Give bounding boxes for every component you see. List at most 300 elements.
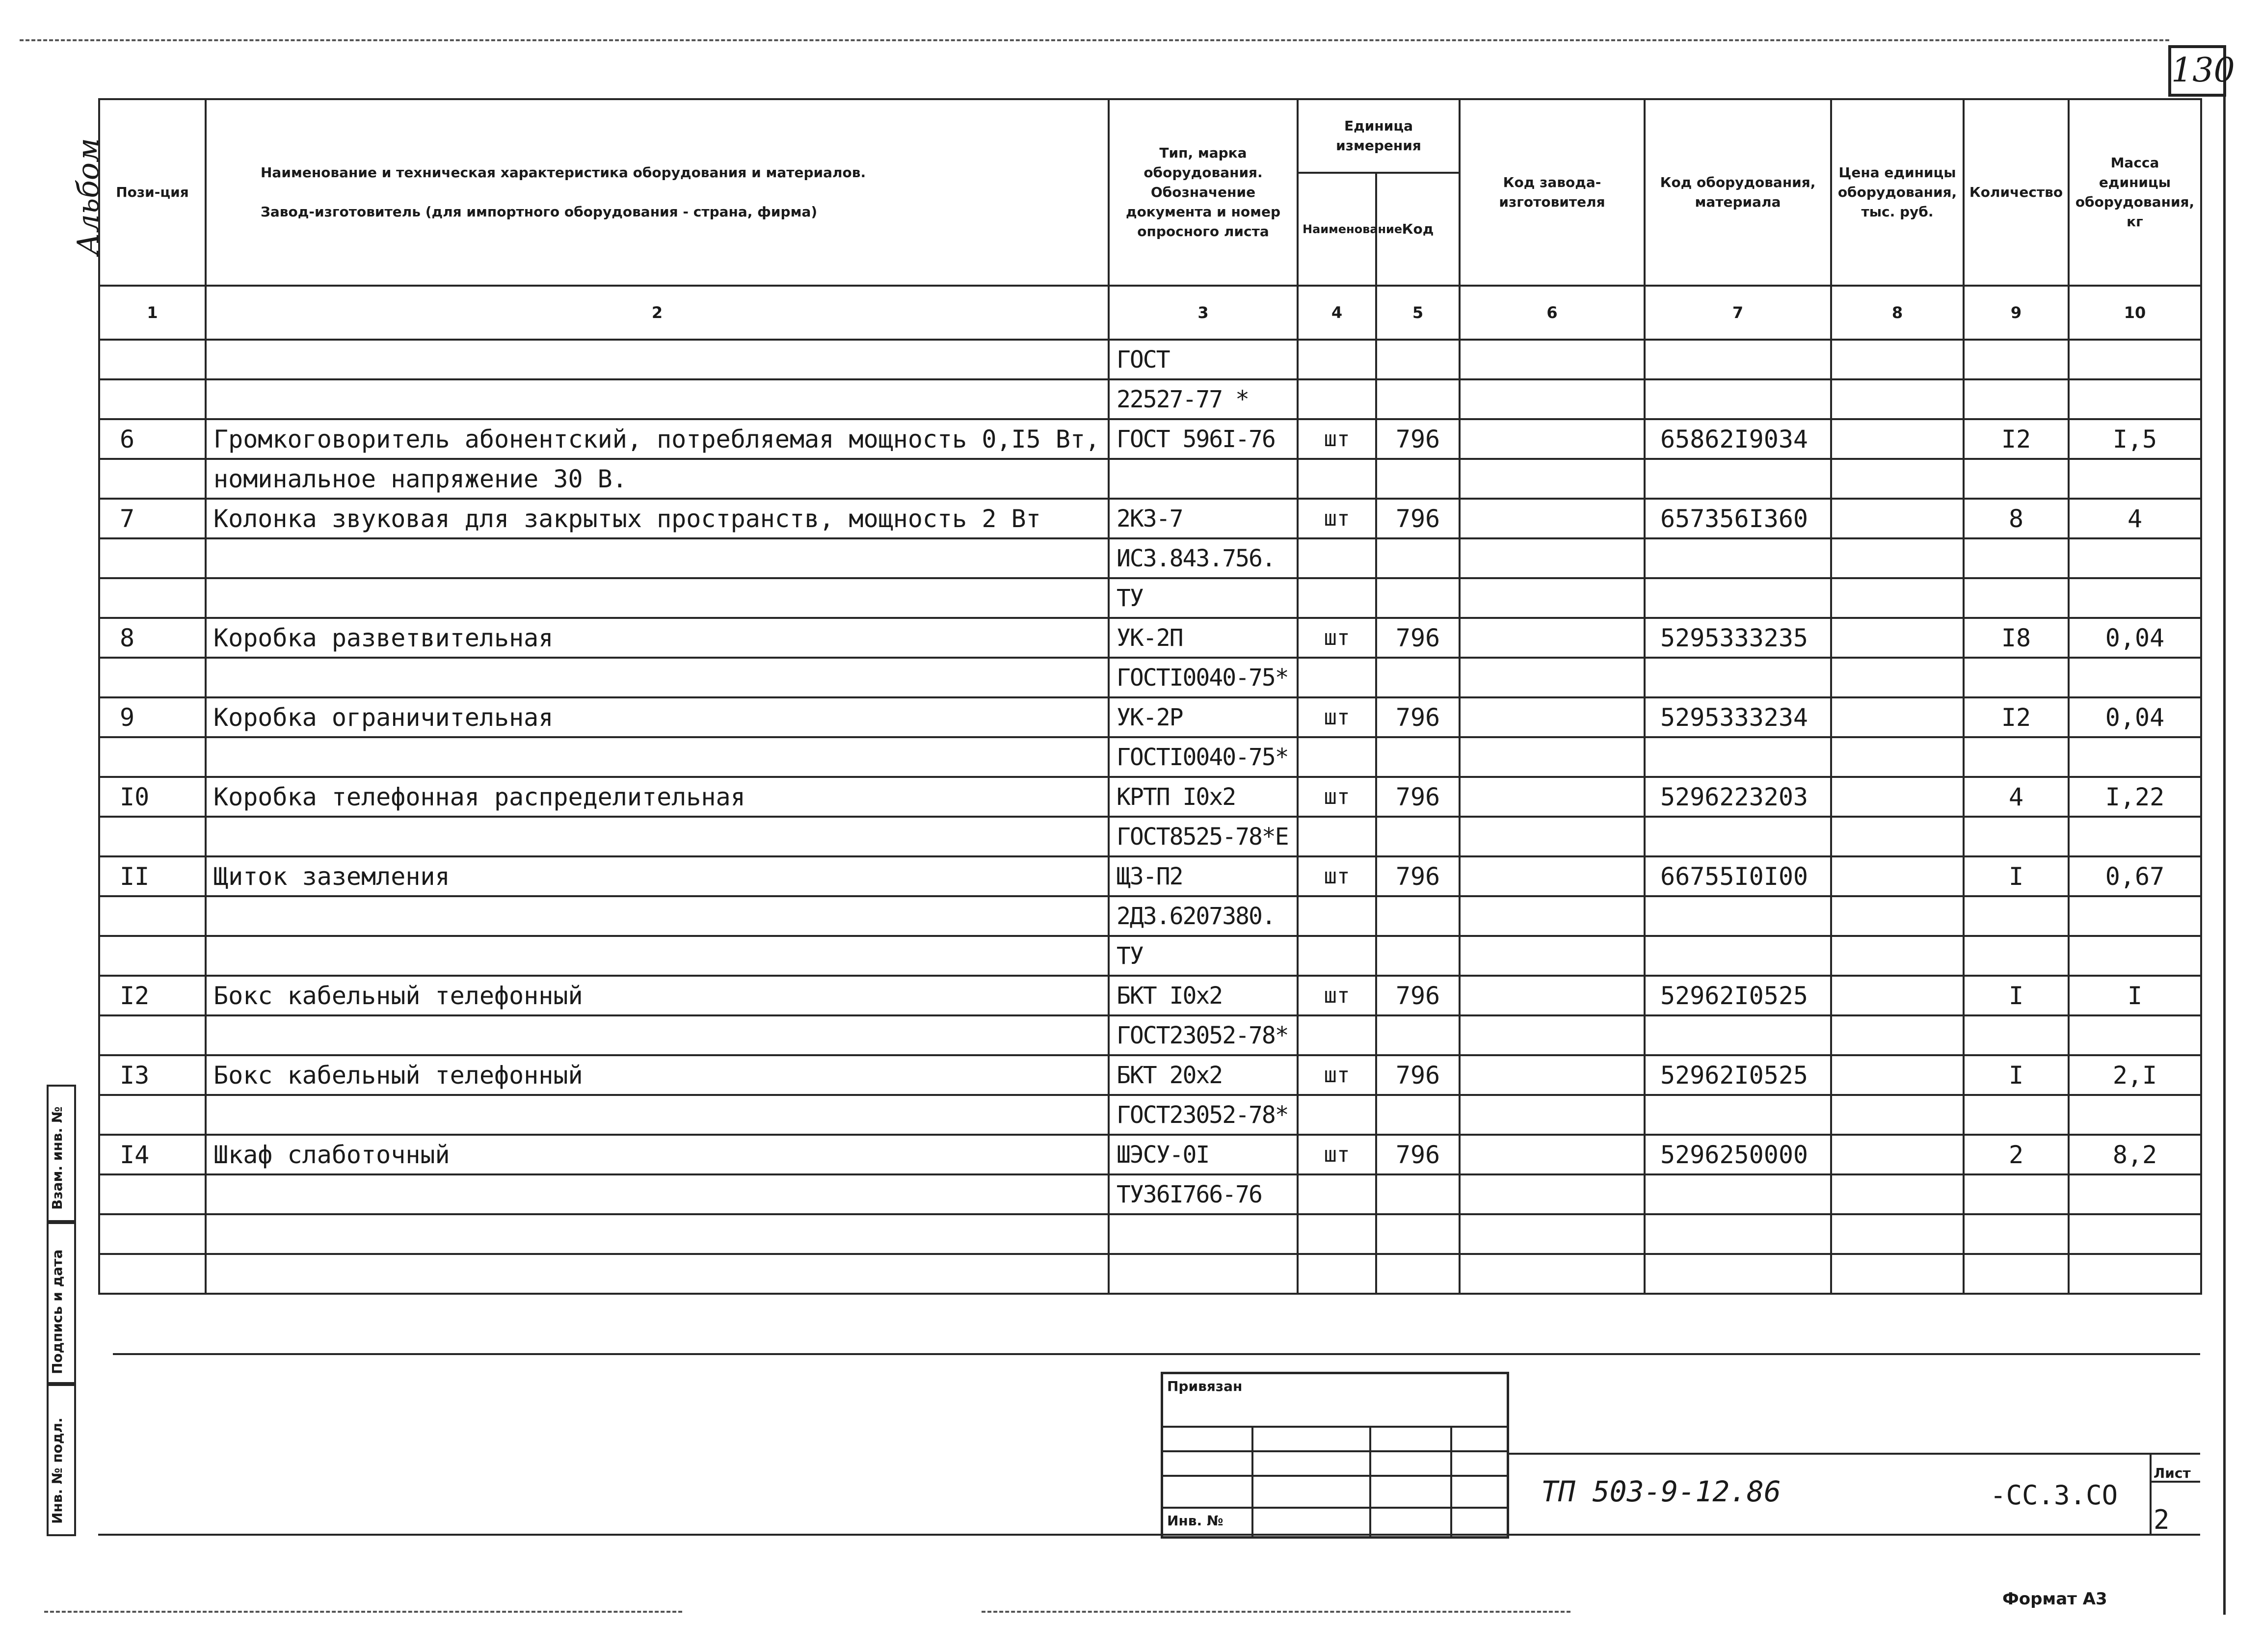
mass-cell — [2069, 936, 2201, 976]
qty-cell — [1964, 817, 2069, 856]
side-inv-orig: Инв. № подл. — [49, 1417, 65, 1524]
equip-code-cell — [1645, 578, 1831, 618]
unit-cell — [1298, 1095, 1376, 1135]
header-price: Цена единицы оборудования, тыс. руб. — [1831, 99, 1964, 286]
price-cell — [1831, 737, 1964, 777]
mass-cell: I,5 — [2069, 419, 2201, 459]
type-cell: БКТ I0х2 — [1109, 976, 1298, 1015]
mass-cell — [2069, 817, 2201, 856]
qty-cell: I2 — [1964, 697, 2069, 737]
table-row — [99, 1174, 2201, 1214]
maker-code-cell — [1460, 856, 1645, 896]
maker-code-cell — [1460, 618, 1645, 658]
equip-code-cell: 5295333235 — [1645, 618, 1831, 658]
price-cell — [1831, 1095, 1964, 1135]
equip-code-cell — [1645, 538, 1831, 578]
unit-cell: шт — [1298, 1055, 1376, 1095]
name-cell: Коробка разветвительная — [206, 618, 1109, 658]
unit-code-cell: 796 — [1376, 697, 1460, 737]
header-name — [206, 99, 1109, 286]
name-cell — [206, 578, 1109, 618]
price-cell — [1831, 618, 1964, 658]
price-cell — [1831, 697, 1964, 737]
type-cell: БКТ 20х2 — [1109, 1055, 1298, 1095]
table-row — [99, 1254, 2201, 1294]
equip-code-cell: 66755I0I00 — [1645, 856, 1831, 896]
table-row — [99, 1015, 2201, 1055]
qty-cell: I — [1964, 856, 2069, 896]
equip-code-cell — [1645, 1095, 1831, 1135]
name-cell — [206, 1174, 1109, 1214]
unit-cell — [1298, 379, 1376, 419]
table-row — [99, 1135, 2201, 1174]
name-cell: Бокс кабельный телефонный — [206, 1055, 1109, 1095]
sheet-value: 2 — [2154, 1504, 2170, 1535]
mass-cell: 0,67 — [2069, 856, 2201, 896]
name-cell — [206, 1015, 1109, 1055]
unit-cell: шт — [1298, 419, 1376, 459]
maker-code-cell — [1460, 499, 1645, 538]
qty-cell: 8 — [1964, 499, 2069, 538]
name-cell: Коробка телефонная распределительная — [206, 777, 1109, 817]
equip-code-cell — [1645, 1015, 1831, 1055]
unit-cell: шт — [1298, 697, 1376, 737]
unit-code-cell: 796 — [1376, 618, 1460, 658]
type-cell: ГОСТ23052-78* — [1109, 1015, 1298, 1055]
unit-code-cell — [1376, 817, 1460, 856]
side-replace-inv: Взам. инв. № — [49, 1106, 65, 1210]
unit-cell: шт — [1298, 777, 1376, 817]
unit-code-cell — [1376, 459, 1460, 499]
type-cell: УК-2П — [1109, 618, 1298, 658]
unit-cell — [1298, 1254, 1376, 1294]
unit-code-cell — [1376, 1015, 1460, 1055]
position-cell — [99, 936, 206, 976]
qty-cell — [1964, 936, 2069, 976]
name-cell — [206, 936, 1109, 976]
maker-code-cell — [1460, 1214, 1645, 1254]
mass-cell: 0,04 — [2069, 618, 2201, 658]
document-suffix: -СС.3.СО — [1990, 1480, 2118, 1511]
mass-cell: 0,04 — [2069, 697, 2201, 737]
mass-cell — [2069, 340, 2201, 379]
unit-cell: шт — [1298, 856, 1376, 896]
table-row — [99, 1095, 2201, 1135]
unit-code-cell — [1376, 896, 1460, 936]
unit-cell — [1298, 538, 1376, 578]
position-cell — [99, 1174, 206, 1214]
header-position: Пози-ция — [99, 99, 206, 286]
qty-cell — [1964, 658, 2069, 697]
type-cell — [1109, 1214, 1298, 1254]
type-cell: ГОСТ — [1109, 340, 1298, 379]
bound-label: Привязан — [1167, 1378, 1243, 1394]
equip-code-cell — [1645, 896, 1831, 936]
price-cell — [1831, 777, 1964, 817]
type-cell: ГОСТI0040-75* — [1109, 658, 1298, 697]
position-cell: I4 — [99, 1135, 206, 1174]
qty-cell — [1964, 379, 2069, 419]
type-cell: 2ДЗ.6207380. — [1109, 896, 1298, 936]
qty-cell — [1964, 1095, 2069, 1135]
price-cell — [1831, 1015, 1964, 1055]
table-row — [99, 1055, 2201, 1095]
qty-cell — [1964, 1015, 2069, 1055]
qty-cell: 2 — [1964, 1135, 2069, 1174]
type-cell: КРТП I0х2 — [1109, 777, 1298, 817]
maker-code-cell — [1460, 817, 1645, 856]
position-cell — [99, 379, 206, 419]
position-cell: 6 — [99, 419, 206, 459]
type-cell: ТУ — [1109, 936, 1298, 976]
position-cell — [99, 459, 206, 499]
mass-cell: 2,I — [2069, 1055, 2201, 1095]
mass-cell — [2069, 538, 2201, 578]
unit-code-cell — [1376, 538, 1460, 578]
name-cell — [206, 1095, 1109, 1135]
position-cell — [99, 737, 206, 777]
price-cell — [1831, 578, 1964, 618]
sheet-label: Лист — [2154, 1465, 2191, 1481]
unit-code-cell — [1376, 1174, 1460, 1214]
equip-code-cell: 52962I0525 — [1645, 1055, 1831, 1095]
qty-cell: I — [1964, 1055, 2069, 1095]
qty-cell — [1964, 578, 2069, 618]
column-number-9: 9 — [1964, 286, 2069, 340]
name-cell: Шкаф слаботочный — [206, 1135, 1109, 1174]
unit-cell — [1298, 340, 1376, 379]
table-row — [99, 856, 2201, 896]
name-cell — [206, 658, 1109, 697]
equip-code-cell — [1645, 936, 1831, 976]
position-cell: 9 — [99, 697, 206, 737]
equip-code-cell — [1645, 459, 1831, 499]
unit-code-cell: 796 — [1376, 419, 1460, 459]
qty-cell: I2 — [1964, 419, 2069, 459]
side-stamp — [47, 1085, 110, 1536]
qty-cell — [1964, 1174, 2069, 1214]
column-number-7: 7 — [1645, 286, 1831, 340]
unit-cell — [1298, 1214, 1376, 1254]
price-cell — [1831, 499, 1964, 538]
header-qty: Количество — [1964, 99, 2069, 286]
price-cell — [1831, 340, 1964, 379]
name-cell — [206, 1214, 1109, 1254]
mass-cell — [2069, 379, 2201, 419]
qty-cell — [1964, 1254, 2069, 1294]
unit-cell — [1298, 578, 1376, 618]
unit-code-cell — [1376, 578, 1460, 618]
table-row — [99, 817, 2201, 856]
document-code: ТП 503-9-12.86 — [1541, 1475, 1781, 1508]
inv-label: Инв. № — [1167, 1513, 1224, 1529]
equip-code-cell — [1645, 1214, 1831, 1254]
table-row — [99, 976, 2201, 1015]
maker-code-cell — [1460, 419, 1645, 459]
mass-cell: I — [2069, 976, 2201, 1015]
unit-cell — [1298, 936, 1376, 976]
unit-cell — [1298, 817, 1376, 856]
position-cell: I3 — [99, 1055, 206, 1095]
unit-cell: шт — [1298, 1135, 1376, 1174]
maker-code-cell — [1460, 777, 1645, 817]
qty-cell — [1964, 340, 2069, 379]
maker-code-cell — [1460, 578, 1645, 618]
name-cell: Колонка звуковая для закрытых пространств, мощность 2 Вт — [206, 499, 1109, 538]
unit-cell — [1298, 896, 1376, 936]
header-mass: Масса единицы оборудования, кг — [2069, 99, 2201, 286]
price-cell — [1831, 1174, 1964, 1214]
position-cell: I2 — [99, 976, 206, 1015]
header-unit-code: Код — [1376, 173, 1460, 286]
position-cell — [99, 1095, 206, 1135]
type-cell: УК-2Р — [1109, 697, 1298, 737]
unit-code-cell — [1376, 737, 1460, 777]
position-cell: 7 — [99, 499, 206, 538]
table-row — [99, 658, 2201, 697]
header-unit-name: Наименование — [1298, 173, 1376, 286]
price-cell — [1831, 1254, 1964, 1294]
price-cell — [1831, 936, 1964, 976]
mass-cell — [2069, 578, 2201, 618]
type-cell: ЩЗ-П2 — [1109, 856, 1298, 896]
name-cell — [206, 817, 1109, 856]
unit-cell — [1298, 737, 1376, 777]
position-cell — [99, 1214, 206, 1254]
type-cell: ШЭСУ-0I — [1109, 1135, 1298, 1174]
unit-code-cell — [1376, 379, 1460, 419]
maker-code-cell — [1460, 1015, 1645, 1055]
equip-code-cell: 5296250000 — [1645, 1135, 1831, 1174]
table-row — [99, 1214, 2201, 1254]
table-row — [99, 578, 2201, 618]
name-cell: Коробка ограничительная — [206, 697, 1109, 737]
table-row — [99, 340, 2201, 379]
equip-code-cell — [1645, 1254, 1831, 1294]
position-cell — [99, 658, 206, 697]
price-cell — [1831, 1135, 1964, 1174]
price-cell — [1831, 658, 1964, 697]
position-cell: I0 — [99, 777, 206, 817]
name-cell — [206, 737, 1109, 777]
unit-cell — [1298, 459, 1376, 499]
maker-code-cell — [1460, 896, 1645, 936]
name-cell — [206, 379, 1109, 419]
column-number-3: 3 — [1109, 286, 1298, 340]
name-cell: Громкоговоритель абонентский, потребляемая мощность 0,I5 Вт, — [206, 419, 1109, 459]
header-name-line1: Наименование и техническая характеристика оборудования и материалов. — [261, 164, 866, 181]
table-row — [99, 538, 2201, 578]
maker-code-cell — [1460, 459, 1645, 499]
unit-code-cell: 796 — [1376, 499, 1460, 538]
equip-code-cell — [1645, 379, 1831, 419]
type-cell: ГОСТ 596I-76 — [1109, 419, 1298, 459]
equip-code-cell: 65862I9034 — [1645, 419, 1831, 459]
position-cell: 8 — [99, 618, 206, 658]
price-cell — [1831, 976, 1964, 1015]
table-row — [99, 459, 2201, 499]
header-unit-group: Единица измерения — [1298, 99, 1460, 173]
column-number-2: 2 — [206, 286, 1109, 340]
unit-cell: шт — [1298, 618, 1376, 658]
name-cell — [206, 340, 1109, 379]
maker-code-cell — [1460, 737, 1645, 777]
qty-cell — [1964, 896, 2069, 936]
equip-code-cell — [1645, 817, 1831, 856]
unit-code-cell — [1376, 936, 1460, 976]
maker-code-cell — [1460, 697, 1645, 737]
table-row — [99, 697, 2201, 737]
maker-code-cell — [1460, 1174, 1645, 1214]
handwritten-note: Альбом — [71, 138, 106, 255]
unit-code-cell — [1376, 1095, 1460, 1135]
unit-code-cell: 796 — [1376, 856, 1460, 896]
type-cell: 22527-77 * — [1109, 379, 1298, 419]
type-cell: ГОСТ23052-78* — [1109, 1095, 1298, 1135]
header-type: Тип, марка оборудования. Обозначение документа и номер опросного листа — [1109, 99, 1298, 286]
price-cell — [1831, 538, 1964, 578]
equip-code-cell: 5295333234 — [1645, 697, 1831, 737]
unit-cell — [1298, 658, 1376, 697]
name-cell — [206, 1254, 1109, 1294]
unit-code-cell: 796 — [1376, 976, 1460, 1015]
mass-cell — [2069, 1015, 2201, 1055]
qty-cell — [1964, 737, 2069, 777]
type-cell: ТУ36I766-76 — [1109, 1174, 1298, 1214]
type-cell: ТУ — [1109, 578, 1298, 618]
price-cell — [1831, 1214, 1964, 1254]
unit-code-cell: 796 — [1376, 1135, 1460, 1174]
equip-code-cell — [1645, 737, 1831, 777]
unit-code-cell: 796 — [1376, 777, 1460, 817]
type-cell — [1109, 459, 1298, 499]
price-cell — [1831, 817, 1964, 856]
mass-cell: 4 — [2069, 499, 2201, 538]
header-maker-code: Код завода-изготовителя — [1460, 99, 1645, 286]
column-number-10: 10 — [2069, 286, 2201, 340]
position-cell — [99, 817, 206, 856]
maker-code-cell — [1460, 1095, 1645, 1135]
mass-cell — [2069, 1095, 2201, 1135]
maker-code-cell — [1460, 936, 1645, 976]
qty-cell: 4 — [1964, 777, 2069, 817]
table-row — [99, 936, 2201, 976]
position-cell — [99, 538, 206, 578]
name-cell: Щиток заземления — [206, 856, 1109, 896]
price-cell — [1831, 896, 1964, 936]
type-cell: ИСЗ.843.756. — [1109, 538, 1298, 578]
sheet-corner-number: 130 — [2168, 45, 2226, 97]
unit-cell — [1298, 1174, 1376, 1214]
qty-cell — [1964, 1214, 2069, 1254]
unit-cell — [1298, 1015, 1376, 1055]
name-cell — [206, 538, 1109, 578]
table-row — [99, 499, 2201, 538]
price-cell — [1831, 1055, 1964, 1095]
qty-cell: I — [1964, 976, 2069, 1015]
unit-code-cell — [1376, 658, 1460, 697]
qty-cell — [1964, 459, 2069, 499]
mass-cell — [2069, 1174, 2201, 1214]
position-cell — [99, 1015, 206, 1055]
column-number-6: 6 — [1460, 286, 1645, 340]
equip-code-cell — [1645, 1174, 1831, 1214]
header-equip-code: Код оборудования, материала — [1645, 99, 1831, 286]
mass-cell — [2069, 1214, 2201, 1254]
position-cell — [99, 896, 206, 936]
type-cell: 2КЗ-7 — [1109, 499, 1298, 538]
mass-cell: 8,2 — [2069, 1135, 2201, 1174]
maker-code-cell — [1460, 340, 1645, 379]
table-row — [99, 419, 2201, 459]
unit-code-cell: 796 — [1376, 1055, 1460, 1095]
mass-cell — [2069, 737, 2201, 777]
table-row — [99, 618, 2201, 658]
mass-cell — [2069, 459, 2201, 499]
unit-code-cell — [1376, 1214, 1460, 1254]
column-number-8: 8 — [1831, 286, 1964, 340]
mass-cell — [2069, 658, 2201, 697]
qty-cell — [1964, 538, 2069, 578]
maker-code-cell — [1460, 658, 1645, 697]
type-cell: ГОСТ8525-78*Е — [1109, 817, 1298, 856]
unit-cell: шт — [1298, 976, 1376, 1015]
price-cell — [1831, 379, 1964, 419]
specification-table — [98, 98, 2202, 1295]
price-cell — [1831, 459, 1964, 499]
unit-cell: шт — [1298, 499, 1376, 538]
maker-code-cell — [1460, 1135, 1645, 1174]
table-row — [99, 896, 2201, 936]
column-number-4: 4 — [1298, 286, 1376, 340]
position-cell — [99, 578, 206, 618]
mass-cell: I,22 — [2069, 777, 2201, 817]
side-sign-date: Подпись и дата — [49, 1249, 65, 1374]
mass-cell — [2069, 1254, 2201, 1294]
position-cell — [99, 1254, 206, 1294]
maker-code-cell — [1460, 379, 1645, 419]
table-row — [99, 379, 2201, 419]
price-cell — [1831, 856, 1964, 896]
equip-code-cell — [1645, 658, 1831, 697]
table-row — [99, 737, 2201, 777]
maker-code-cell — [1460, 976, 1645, 1015]
format-label: Формат А3 — [2002, 1589, 2107, 1609]
maker-code-cell — [1460, 1254, 1645, 1294]
maker-code-cell — [1460, 1055, 1645, 1095]
position-cell — [99, 340, 206, 379]
column-number-5: 5 — [1376, 286, 1460, 340]
maker-code-cell — [1460, 538, 1645, 578]
equip-code-cell: 5296223203 — [1645, 777, 1831, 817]
name-cell — [206, 896, 1109, 936]
price-cell — [1831, 419, 1964, 459]
name-cell: Бокс кабельный телефонный — [206, 976, 1109, 1015]
column-number-1: 1 — [99, 286, 206, 340]
unit-code-cell — [1376, 340, 1460, 379]
type-cell — [1109, 1254, 1298, 1294]
equip-code-cell: 657356I360 — [1645, 499, 1831, 538]
qty-cell: I8 — [1964, 618, 2069, 658]
table-row — [99, 777, 2201, 817]
equip-code-cell: 52962I0525 — [1645, 976, 1831, 1015]
header-name-line2: Завод-изготовитель (для импортного оборудования - страна, фирма) — [261, 204, 818, 220]
name-cell: номинальное напряжение 30 В. — [206, 459, 1109, 499]
unit-code-cell — [1376, 1254, 1460, 1294]
mass-cell — [2069, 896, 2201, 936]
equip-code-cell — [1645, 340, 1831, 379]
position-cell: II — [99, 856, 206, 896]
